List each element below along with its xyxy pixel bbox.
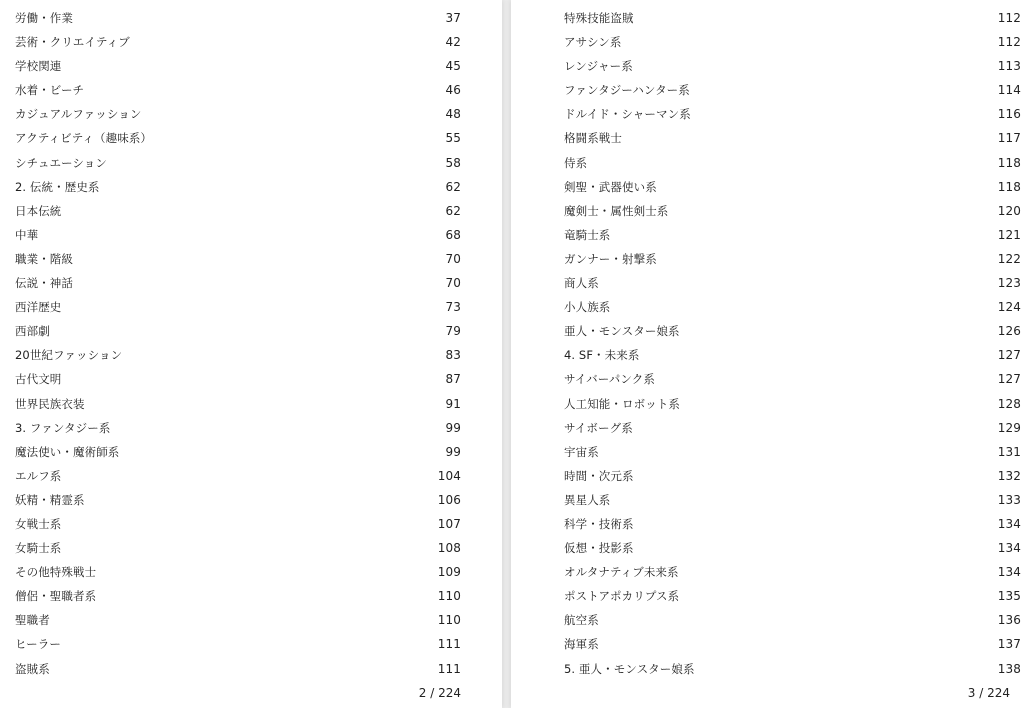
toc-entry[interactable] — [15, 343, 461, 367]
toc-entry[interactable] — [564, 247, 1021, 271]
toc-entry-page-number: 132 — [997, 468, 1021, 483]
toc-entry-page-number: 131 — [997, 444, 1021, 459]
toc-entry-page-number: 113 — [997, 59, 1021, 74]
toc-entry-page-number: 127 — [997, 348, 1021, 363]
toc-entry[interactable] — [15, 536, 461, 560]
toc-entry-title: 商人系 — [564, 276, 599, 291]
toc-entry-title: 職業・階級 — [15, 251, 73, 266]
toc-entry-title: 侍系 — [564, 155, 588, 170]
toc-entry[interactable] — [15, 295, 461, 319]
toc-entry[interactable] — [15, 247, 461, 271]
toc-entry-page-number: 117 — [997, 131, 1021, 146]
document-page-left — [0, 0, 502, 708]
toc-entry-title: 聖職者 — [15, 613, 50, 628]
toc-entry[interactable] — [15, 632, 461, 656]
toc-entry-page-number: 106 — [437, 492, 461, 507]
toc-entry-page-number: 99 — [445, 444, 461, 459]
toc-entry[interactable] — [15, 78, 461, 102]
toc-entry[interactable] — [564, 464, 1021, 488]
toc-entry-title: 剣聖・武器使い系 — [564, 179, 657, 194]
toc-entry-title: 古代文明 — [15, 372, 62, 387]
toc-entry-title: サイバーパンク系 — [564, 372, 655, 387]
toc-entry[interactable] — [564, 319, 1021, 343]
table-of-contents-left — [15, 6, 461, 681]
toc-entry-title: シチュエーション — [15, 155, 107, 170]
toc-entry[interactable] — [564, 584, 1021, 608]
toc-entry[interactable] — [15, 560, 461, 584]
toc-entry[interactable] — [564, 223, 1021, 247]
toc-entry-title: 2. 伝統・歴史系 — [15, 179, 100, 194]
toc-entry-title: レンジャー系 — [564, 59, 633, 74]
toc-entry[interactable] — [564, 271, 1021, 295]
toc-entry[interactable] — [15, 126, 461, 150]
toc-entry[interactable] — [15, 488, 461, 512]
toc-entry[interactable] — [564, 536, 1021, 560]
toc-entry-page-number: 62 — [445, 203, 461, 218]
toc-entry[interactable] — [15, 151, 461, 175]
toc-entry-title: 女戦士系 — [15, 516, 62, 531]
toc-entry-page-number: 108 — [437, 541, 461, 556]
toc-entry-page-number: 120 — [997, 203, 1021, 218]
toc-entry-page-number: 109 — [437, 565, 461, 580]
toc-entry-page-number: 70 — [445, 276, 461, 291]
toc-entry-page-number: 116 — [997, 107, 1021, 122]
toc-entry-page-number: 37 — [445, 11, 461, 25]
toc-entry-page-number: 111 — [437, 661, 461, 676]
toc-entry[interactable] — [564, 102, 1021, 126]
toc-entry[interactable] — [15, 223, 461, 247]
toc-entry-page-number: 62 — [445, 179, 461, 194]
toc-entry[interactable] — [15, 30, 461, 54]
toc-entry-title: 特殊技能盗賊 — [564, 11, 634, 25]
toc-entry-title: ポストアポカリプス系 — [564, 589, 680, 604]
toc-entry-title: 異星人系 — [564, 492, 611, 507]
toc-entry-page-number: 134 — [997, 565, 1021, 580]
toc-entry-title: 科学・技術系 — [564, 516, 634, 531]
toc-entry-page-number: 73 — [445, 300, 461, 315]
toc-entry-page-number: 118 — [997, 179, 1021, 194]
toc-entry-page-number: 112 — [997, 11, 1021, 25]
toc-entry[interactable] — [564, 295, 1021, 319]
toc-entry-title: 5. 亜人・モンスター娘系 — [564, 661, 695, 676]
toc-entry-title: 妖精・精霊系 — [15, 492, 85, 507]
toc-entry-page-number: 110 — [437, 613, 461, 628]
toc-entry[interactable] — [15, 319, 461, 343]
toc-entry-title: 格闘系戦士 — [564, 131, 622, 146]
toc-entry[interactable] — [564, 488, 1021, 512]
toc-entry-page-number: 134 — [997, 516, 1021, 531]
document-page-right — [511, 0, 1024, 708]
toc-entry[interactable] — [564, 199, 1021, 223]
toc-entry-title: 亜人・モンスター娘系 — [564, 324, 680, 339]
toc-entry[interactable] — [564, 6, 1021, 30]
toc-entry-title: 芸術・クリエイティブ — [15, 35, 130, 50]
toc-entry-page-number: 133 — [997, 492, 1021, 507]
toc-entry[interactable] — [15, 199, 461, 223]
page-number-indicator: 2 / 224 — [418, 686, 461, 700]
toc-entry-title: オルタナティブ未来系 — [564, 565, 679, 580]
toc-entry-page-number: 121 — [997, 227, 1021, 242]
toc-entry-title: 西部劇 — [15, 324, 50, 339]
toc-entry[interactable] — [15, 440, 461, 464]
toc-entry-page-number: 136 — [997, 613, 1021, 628]
table-of-contents-right — [564, 6, 1021, 681]
toc-entry-page-number: 118 — [997, 155, 1021, 170]
toc-entry-title: 魔剣士・属性剣士系 — [564, 203, 669, 218]
toc-entry-page-number: 135 — [997, 589, 1021, 604]
toc-entry-page-number: 79 — [445, 324, 461, 339]
toc-entry[interactable] — [564, 657, 1021, 681]
toc-entry-page-number: 127 — [997, 372, 1021, 387]
toc-entry-title: ドルイド・シャーマン系 — [564, 107, 691, 122]
toc-entry-page-number: 124 — [997, 300, 1021, 315]
toc-entry-title: ガンナー・射撃系 — [564, 251, 657, 266]
toc-entry-title: 世界民族衣装 — [15, 396, 85, 411]
toc-entry[interactable] — [564, 367, 1021, 391]
toc-entry-page-number: 91 — [445, 396, 461, 411]
toc-entry[interactable] — [15, 608, 461, 632]
toc-entry-title: ファンタジーハンター系 — [564, 83, 690, 98]
toc-entry-title: 航空系 — [564, 613, 599, 628]
toc-entry-page-number: 45 — [445, 59, 461, 74]
toc-entry[interactable] — [15, 512, 461, 536]
toc-entry-title: 中華 — [15, 227, 39, 242]
toc-entry-page-number: 126 — [997, 324, 1021, 339]
toc-entry[interactable] — [15, 416, 461, 440]
toc-entry-page-number: 128 — [997, 396, 1021, 411]
toc-entry-title: 人工知能・ロボット系 — [564, 396, 680, 411]
toc-entry[interactable] — [564, 632, 1021, 656]
toc-entry-title: 宇宙系 — [564, 444, 599, 459]
toc-entry-title: 日本伝統 — [15, 203, 62, 218]
toc-entry[interactable] — [15, 175, 461, 199]
toc-entry-title: アクティビティ（趣味系） — [15, 131, 153, 146]
toc-entry-page-number: 111 — [437, 637, 461, 652]
toc-entry-page-number: 110 — [437, 589, 461, 604]
toc-entry[interactable] — [564, 416, 1021, 440]
toc-entry-title: 学校関連 — [15, 59, 62, 74]
toc-entry-page-number: 87 — [445, 372, 461, 387]
toc-entry[interactable] — [564, 608, 1021, 632]
toc-entry-page-number: 114 — [997, 83, 1021, 98]
toc-entry-title: 水着・ビーチ — [15, 83, 85, 98]
toc-entry-page-number: 122 — [997, 251, 1021, 266]
toc-entry-page-number: 112 — [997, 35, 1021, 50]
toc-entry-page-number: 134 — [997, 541, 1021, 556]
toc-entry-title: カジュアルファッション — [15, 107, 142, 122]
toc-entry-page-number: 48 — [445, 107, 461, 122]
toc-entry-title: 小人族系 — [564, 300, 611, 315]
toc-entry-title: 20世紀ファッション — [15, 348, 123, 363]
toc-entry-title: 時間・次元系 — [564, 468, 634, 483]
toc-entry-page-number: 107 — [437, 516, 461, 531]
toc-entry[interactable] — [15, 367, 461, 391]
toc-entry-title: 魔法使い・魔術師系 — [15, 444, 120, 459]
toc-entry[interactable] — [564, 392, 1021, 416]
toc-entry-title: アサシン系 — [564, 35, 622, 50]
toc-entry-page-number: 99 — [445, 420, 461, 435]
toc-entry[interactable] — [15, 271, 461, 295]
toc-entry-page-number: 46 — [445, 83, 461, 98]
toc-entry[interactable] — [564, 512, 1021, 536]
toc-entry-title: その他特殊戦士 — [15, 565, 97, 580]
toc-entry-page-number: 70 — [445, 251, 461, 266]
toc-entry[interactable] — [564, 175, 1021, 199]
toc-entry-title: サイボーグ系 — [564, 420, 633, 435]
toc-entry-title: エルフ系 — [15, 468, 62, 483]
toc-entry-title: 3. ファンタジー系 — [15, 420, 111, 435]
toc-entry[interactable] — [564, 560, 1021, 584]
toc-entry[interactable] — [564, 151, 1021, 175]
toc-entry-title: 竜騎士系 — [564, 227, 611, 242]
toc-entry[interactable] — [564, 30, 1021, 54]
toc-entry[interactable] — [15, 6, 461, 30]
toc-entry-page-number: 42 — [445, 35, 461, 50]
toc-entry-page-number: 55 — [445, 131, 461, 146]
toc-entry[interactable] — [564, 343, 1021, 367]
toc-entry-title: 僧侶・聖職者系 — [15, 589, 97, 604]
toc-entry[interactable] — [564, 126, 1021, 150]
toc-entry[interactable] — [15, 657, 461, 681]
toc-entry[interactable] — [15, 54, 461, 78]
toc-entry-page-number: 123 — [997, 276, 1021, 291]
toc-entry-page-number: 129 — [997, 420, 1021, 435]
page-number-indicator: 3 / 224 — [967, 686, 1010, 700]
toc-entry-page-number: 68 — [445, 227, 461, 242]
toc-entry[interactable] — [15, 584, 461, 608]
toc-entry-title: 盗賊系 — [15, 661, 50, 676]
toc-entry[interactable] — [564, 54, 1021, 78]
toc-entry-title: 伝説・神話 — [15, 276, 73, 291]
toc-entry-title: 労働・作業 — [15, 11, 73, 25]
toc-entry-title: 仮想・投影系 — [564, 541, 634, 556]
toc-entry-page-number: 104 — [437, 468, 461, 483]
toc-entry-title: ヒーラー — [15, 637, 61, 652]
toc-entry-title: 西洋歴史 — [15, 300, 62, 315]
toc-entry-title: 女騎士系 — [15, 541, 62, 556]
toc-entry-title: 海軍系 — [564, 637, 599, 652]
toc-entry-page-number: 58 — [445, 155, 461, 170]
toc-entry-page-number: 83 — [445, 348, 461, 363]
toc-entry[interactable] — [564, 78, 1021, 102]
toc-entry-title: 4. SF・未来系 — [564, 348, 640, 363]
toc-entry[interactable] — [15, 464, 461, 488]
toc-entry[interactable] — [15, 102, 461, 126]
toc-entry-page-number: 137 — [997, 637, 1021, 652]
toc-entry[interactable] — [564, 440, 1021, 464]
toc-entry-page-number: 138 — [997, 661, 1021, 676]
toc-entry[interactable] — [15, 392, 461, 416]
